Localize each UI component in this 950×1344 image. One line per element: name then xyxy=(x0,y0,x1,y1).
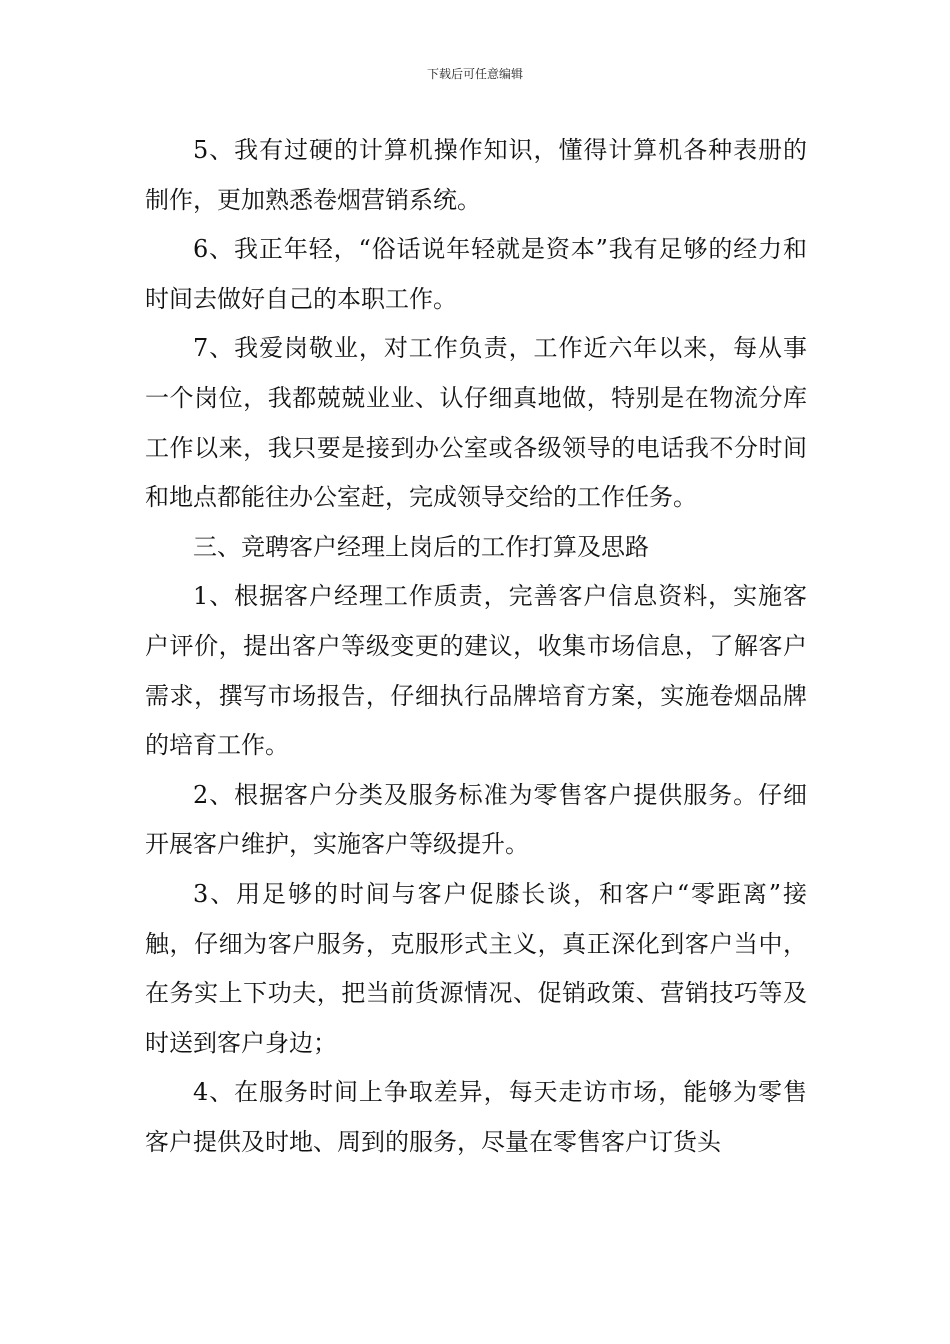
paragraph-plan-2: 2、根据客户分类及服务标准为零售客户提供服务。仔细开展客户维护，实施客户等级提升。 xyxy=(145,780,807,859)
page-header-note: 下载后可任意编辑 xyxy=(426,67,523,81)
paragraph-item-6: 6、我正年轻，“俗话说年轻就是资本”我有足够的经力和时间去做好自己的本职工作。 xyxy=(145,235,807,313)
paragraph-item-5: 5、我有过硬的计算机操作知识，懂得计算机各种表册的制作，更加熟悉卷烟营销系统。 xyxy=(145,136,807,214)
section-heading-3: 三、竞聘客户经理上岗后的工作打算及思路 xyxy=(193,532,649,561)
paragraph-item-7: 7、我爱岗敬业，对工作负责，工作近六年以来，每从事一个岗位，我都兢兢业业、认仔细真地做，特别是在物流分库工作以来，我只要是接到办公室或各级领导的电话我不分时间和地点都能往办公室赶，完成领导交给的工作任务。 xyxy=(145,334,807,512)
paragraph-plan-4: 4、在服务时间上争取差异，每天走访市场，能够为零售客户提供及时地、周到的服务，尽量在零售客户订货头 xyxy=(145,1078,807,1156)
paragraph-plan-3: 3、用足够的时间与客户促膝长谈，和客户“零距离”接触，仔细为客户服务，克服形式主义，真正深化到客户当中，在务实上下功夫，把当前货源情况、促销政策、营销技巧等及时送到客户身边； xyxy=(145,879,807,1057)
paragraph-plan-1: 1、根据客户经理工作质责，完善客户信息资料，实施客户评价，提出客户等级变更的建议，收集市场信息，了解客户需求，撰写市场报告，仔细执行品牌培育方案，实施卷烟品牌的培育工作。 xyxy=(145,582,807,760)
document-body xyxy=(145,126,807,1167)
